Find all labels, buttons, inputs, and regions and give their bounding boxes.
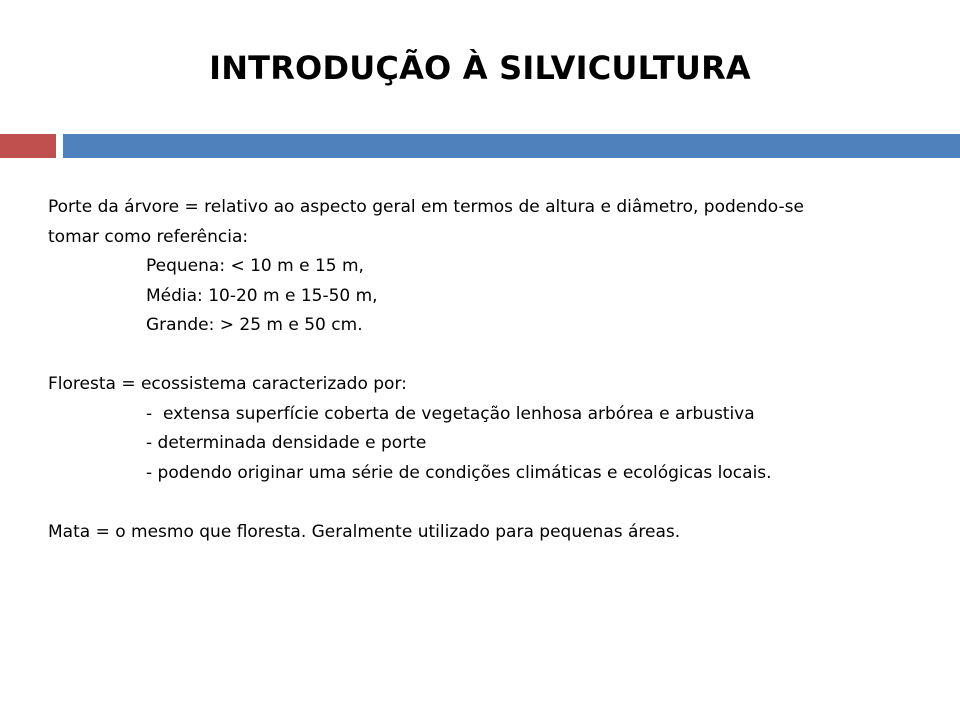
porte-item-grande: Grande: > 25 m e 50 cm. xyxy=(146,315,363,335)
porte-item-media: Média: 10-20 m e 15-50 m, xyxy=(146,285,378,306)
floresta-item-superficie: - extensa superfície coberta de vegetação lenhosa arbórea e arbustiva xyxy=(146,403,755,424)
slide-title: INTRODUÇÃO À SILVICULTURA xyxy=(209,49,751,87)
porte-definition-line-1: Porte da árvore = relativo ao aspecto geral em termos de altura e diâmetro, podendo-se xyxy=(48,197,804,217)
slide-body xyxy=(48,193,928,547)
accent-bar-blue xyxy=(63,134,960,158)
floresta-definition: Floresta = ecossistema caracterizado por: xyxy=(48,374,407,394)
paragraph-gap xyxy=(48,341,928,371)
porte-definition-line-2: tomar como referência: xyxy=(48,226,249,247)
porte-item-pequena: Pequena: < 10 m e 15 m, xyxy=(146,256,364,276)
floresta-item-densidade: - determinada densidade e porte xyxy=(146,433,427,453)
mata-definition: Mata = o mesmo que floresta. Geralmente utilizado para pequenas áreas. xyxy=(48,521,681,542)
accent-bar-red xyxy=(0,134,56,158)
floresta-item-condicoes: - podendo originar uma série de condições climáticas e ecológicas locais. xyxy=(146,462,772,483)
paragraph-gap xyxy=(48,488,928,518)
